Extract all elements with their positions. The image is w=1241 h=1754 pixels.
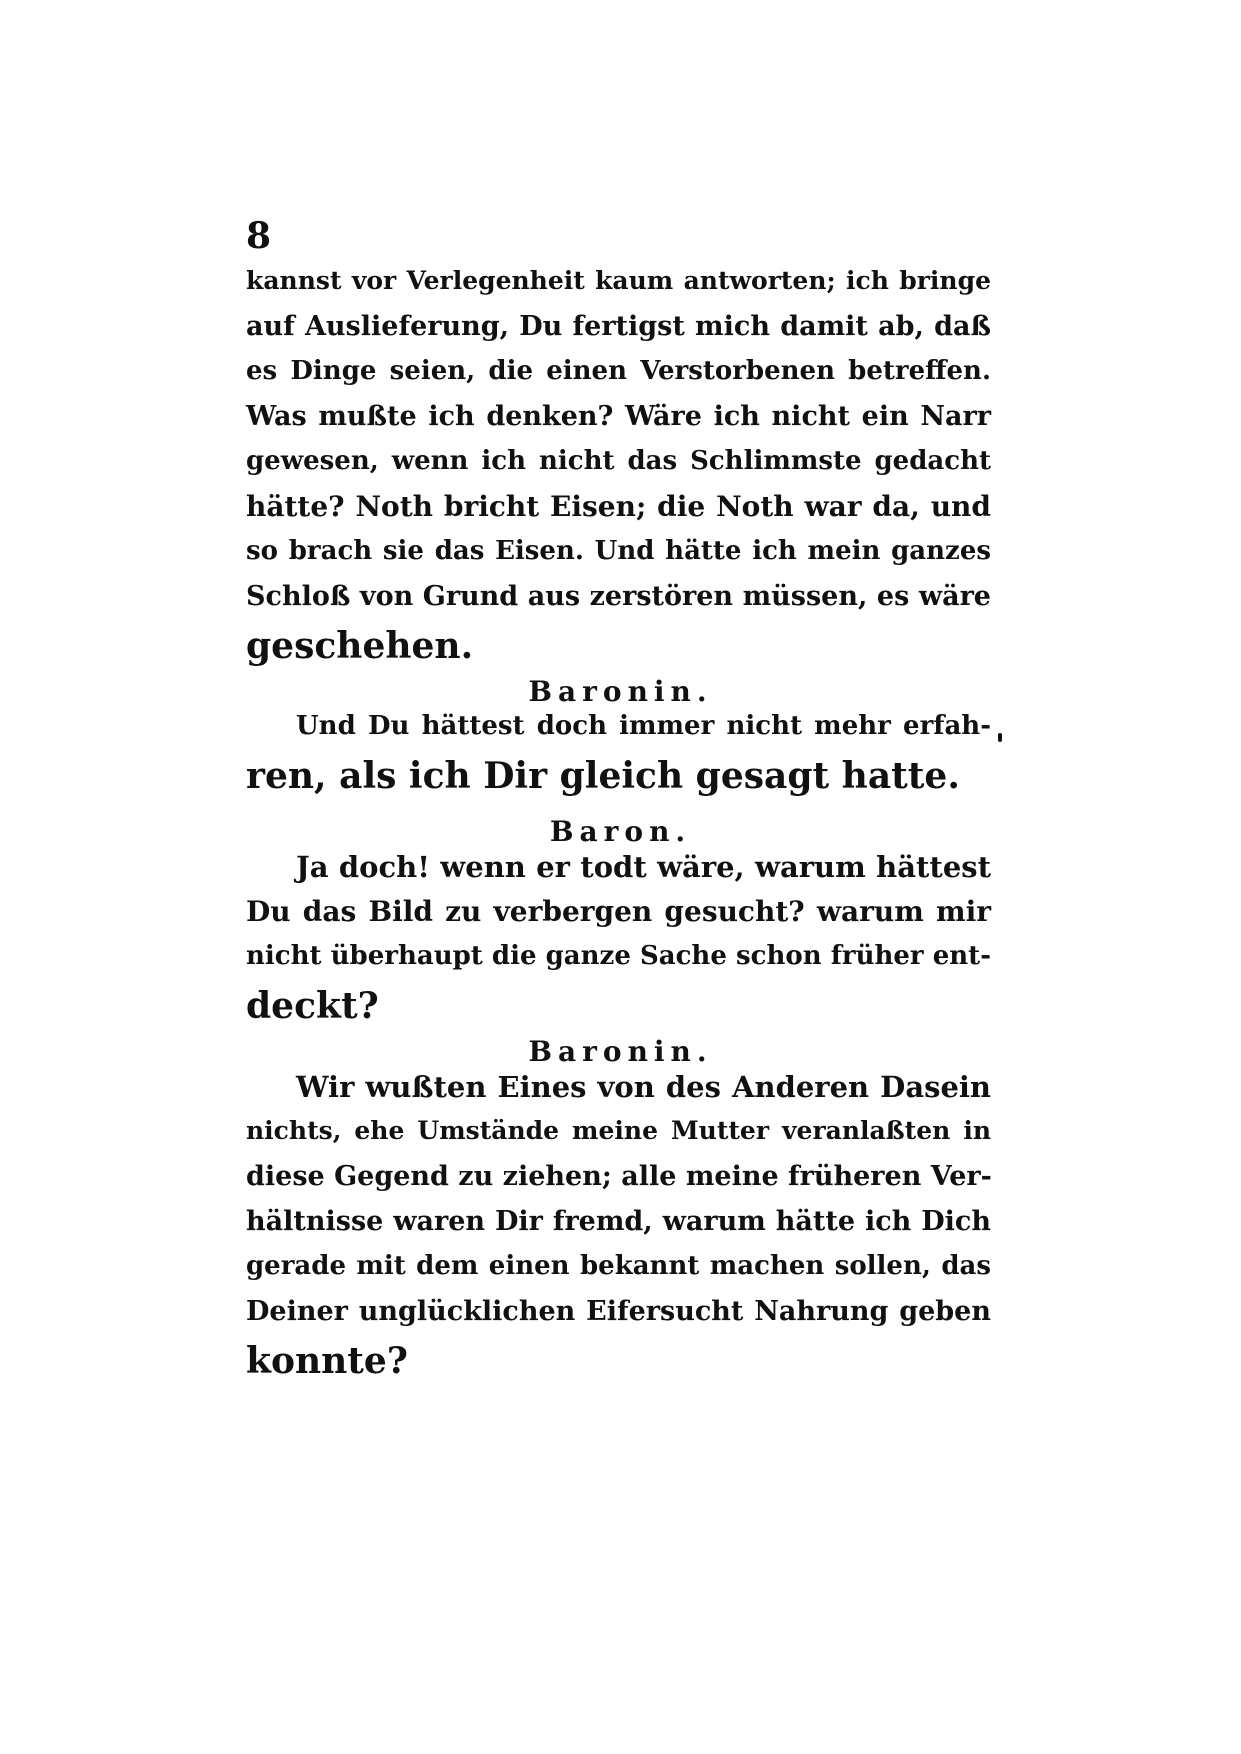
text-line: hältnisse waren Dir fremd, warum hätte ich Dich [246,1206,991,1237]
text-line: auf Auslieferung, Du fertigst mich damit ab, daß [246,311,991,342]
text-line: Und Du hättest doch immer nicht mehr erfah- [296,711,991,741]
text-line: es Dinge seien, die einen Verstorbenen betreffen. [246,356,991,386]
text-line: konnte? [246,1340,408,1382]
text-line: kannst vor Verlegenheit kaum antworten; ich bringe [246,266,991,295]
ink-speck [998,733,1002,742]
speaker-name: Baronin. [528,1035,713,1068]
text-line: Wir wußten Eines von des Anderen Dasein [296,1070,991,1104]
text-line: nicht überhaupt die ganze Sache schon früher ent- [246,941,991,971]
text-line: nichts, ehe Umstände meine Mutter veranlaßten in [246,1116,991,1145]
text-line: hätte? Noth bricht Eisen; die Noth war da, und [246,490,991,523]
text-line: so brach sie das Eisen. Und hätte ich mein ganzes [246,536,991,566]
text-line: gerade mit dem einen bekannt machen sollen, das [246,1251,991,1281]
text-line: ren, als ich Dir gleich gesagt hatte. [246,755,960,797]
text-line: Schloß von Grund aus zerstören müssen, es wäre [246,581,991,612]
page-number: 8 [246,215,272,257]
text-line: geschehen. [246,625,474,667]
text-line: Deiner unglücklichen Eifersucht Nahrung geben [246,1296,991,1327]
text-line: Ja doch! wenn er todt wäre, warum hättest [296,850,991,884]
text-line: diese Gegend zu ziehen; alle meine früheren Ver- [246,1161,992,1192]
text-line: deckt? [246,985,379,1027]
text-line: Was mußte ich denken? Wäre ich nicht ein Narr [246,401,991,432]
text-line: gewesen, wenn ich nicht das Schlimmste gedacht [246,446,991,476]
text-line: Du das Bild zu verbergen gesucht? warum mir [246,895,991,928]
speaker-name: Baronin. [528,675,713,708]
speaker-name: Baron. [549,815,692,848]
